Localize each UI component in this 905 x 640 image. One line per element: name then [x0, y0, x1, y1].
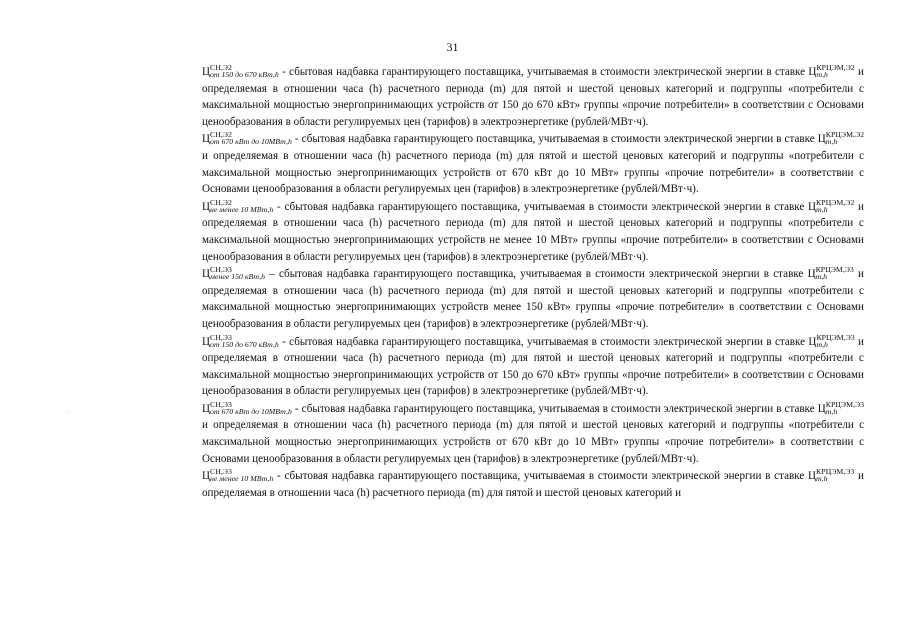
rate-symbol-indices — [826, 401, 864, 415]
rate-symbol-letter: Ц — [817, 133, 826, 146]
definition-paragraph — [202, 199, 864, 265]
rate-symbol-indices — [826, 131, 864, 145]
symbol-superscript: СН,Э3 — [210, 265, 232, 275]
definition-lead-text: - сбытовая надбавка гарантирующего поставщика, учитываемая в стоимости электрической энергии в ставке — [278, 66, 809, 78]
symbol-subscript: не менее 10 МВт,h — [210, 204, 274, 214]
symbol-indices — [210, 131, 292, 145]
rate-superscript: КРЦЭМ,Э3 — [825, 399, 864, 409]
rate-symbol-indices — [816, 199, 854, 213]
symbol-indices — [210, 199, 273, 213]
symbol-superscript: СН,Э3 — [210, 467, 232, 477]
definition-paragraph — [202, 266, 864, 332]
definition-rest-text: и определяемая в отношении часа (h) расчетного периода (m) для пятой и шестой ценовых категорий и подгруппы «потребители с максимальной мощностью энергопринимающих устройств не менее 10 МВт» группы «прочие потребители» в соответствии с Основами ценообразования в области регулируемых цен (тарифов) в электроэнергетике (рублей/МВт·ч). — [202, 200, 864, 263]
rate-subscript: m,h — [816, 204, 828, 214]
markup-symbol — [202, 401, 292, 418]
rate-symbol — [808, 199, 854, 216]
symbol-subscript: не менее 10 МВт,h — [210, 474, 274, 484]
rate-subscript: m,h — [815, 272, 828, 282]
rate-symbol — [808, 266, 854, 283]
symbol-letter: Ц — [202, 133, 211, 146]
rate-symbol-letter: Ц — [807, 268, 816, 281]
definition-rest-text: и определяемая в отношении часа (h) расчетного периода (m) для пятой и шестой ценовых категорий и подгруппы «потребители с максимальной мощностью энергопринимающих устройств от 670 кВт до 10 МВт» группы «прочие потребители» в соответствии с Основами ценообразования в области регулируемых цен (тарифов) в электроэнергетике (рублей/МВт·ч). — [202, 419, 864, 465]
rate-symbol — [818, 131, 864, 148]
definition-lead-text: - сбытовая надбавка гарантирующего поставщика, учитываемая в стоимости электрической энергии в ставке — [273, 470, 809, 483]
definition-lead-text: - сбытовая надбавка гарантирующего поставщика, учитываемая в стоимости электрической энергии в ставке — [273, 200, 809, 213]
symbol-indices — [210, 401, 292, 415]
page-number: 31 — [446, 40, 459, 54]
rate-superscript: КРЦЭМ,Э2 — [825, 130, 864, 140]
definition-paragraph — [202, 401, 864, 467]
rate-subscript: m,h — [816, 70, 828, 79]
rate-symbol-indices — [816, 334, 854, 348]
rate-symbol — [808, 334, 854, 351]
markup-symbol — [202, 468, 273, 485]
symbol-indices — [210, 468, 273, 482]
rate-symbol-letter: Ц — [808, 66, 817, 78]
rate-subscript: m,h — [825, 406, 838, 416]
symbol-superscript: СН,Э2 — [210, 130, 232, 140]
rate-symbol-letter: Ц — [817, 402, 826, 415]
definition-paragraph — [202, 468, 864, 501]
rate-superscript: КРЦЭМ,Э3 — [816, 467, 855, 477]
symbol-superscript: СН,Э2 — [210, 197, 232, 207]
rate-symbol — [808, 64, 854, 81]
definition-rest-text: и определяемая в отношении часа (h) расчетного периода (m) для пятой и шестой ценовых категорий и — [202, 470, 864, 499]
definition-paragraph — [202, 64, 864, 130]
rate-symbol-indices — [816, 468, 854, 482]
symbol-subscript: менее 150 кВт,h — [210, 272, 266, 282]
definition-rest-text: и определяемая в отношении часа (h) расчетного периода (m) для пятой и шестой ценовых категорий и подгруппы «потребители с максимальной мощностью энергопринимающих устройств от 150 до 670 кВт» группы «прочие потребители» в соответствии с Основами ценообразования в области регулируемых цен (тарифов) в электроэнергетике (рублей/МВт·ч). — [202, 66, 864, 128]
definition-rest-text: и определяемая в отношении часа (h) расчетного периода (m) для пятой и шестой ценовых категорий и подгруппы «потребители с максимальной мощностью энергопринимающих устройств от 150 до 670 кВт» группы «прочие потребители» в соответствии с Основами ценообразования в области регулируемых цен (тарифов) в электроэнергетике (рублей/МВт·ч). — [202, 335, 864, 398]
rate-symbol-letter: Ц — [808, 470, 817, 483]
rate-superscript: КРЦЭМ,Э2 — [816, 197, 855, 207]
rate-symbol-indices — [816, 64, 854, 78]
definition-lead-text: - сбытовая надбавка гарантирующего поставщика, учитываемая в стоимости электрической энергии в ставке — [291, 402, 818, 415]
rate-subscript: m,h — [825, 137, 838, 147]
rate-subscript: m,h — [816, 474, 828, 484]
rate-symbol — [818, 401, 864, 418]
definition-paragraph — [202, 131, 864, 197]
rate-subscript: m,h — [816, 339, 828, 349]
symbol-letter: Ц — [202, 335, 211, 348]
symbol-subscript: от 670 кВт до 10МВт,h — [210, 137, 292, 147]
rate-symbol-letter: Ц — [808, 335, 817, 348]
definition-lead-text: - сбытовая надбавка гарантирующего поставщика, учитываемая в стоимости электрической энергии в ставке — [278, 335, 809, 348]
symbol-indices — [210, 334, 279, 348]
symbol-superscript: СН,Э3 — [210, 332, 232, 342]
markup-symbol — [202, 131, 292, 148]
symbol-subscript: от 150 до 670 кВт,h — [210, 70, 279, 79]
markup-symbol — [202, 199, 273, 216]
rate-superscript: КРЦЭМ,Э3 — [815, 265, 854, 275]
rate-symbol-letter: Ц — [808, 200, 817, 213]
definition-paragraph — [202, 334, 864, 400]
rate-symbol-indices — [816, 266, 854, 280]
markup-symbol — [202, 266, 265, 283]
rate-superscript: КРЦЭМ,Э2 — [816, 63, 855, 72]
rate-symbol — [808, 468, 854, 485]
definition-rest-text: и определяемая в отношении часа (h) расчетного периода (m) для пятой и шестой ценовых категорий и подгруппы «потребители с максимальной мощностью энергопринимающих устройств менее 150 кВт» группы «прочие потребители» в соответствии с Основами ценообразования в области регулируемых цен (тарифов) в электроэнергетике (рублей/МВт·ч). — [202, 268, 864, 330]
symbol-subscript: от 150 до 670 кВт,h — [210, 339, 279, 349]
symbol-letter: Ц — [202, 268, 211, 281]
symbol-subscript: от 670 кВт до 10МВт,h — [210, 406, 292, 416]
definition-lead-text: - сбытовая надбавка гарантирующего поставщика, учитываемая в стоимости электрической энергии в ставке — [291, 133, 818, 146]
definition-rest-text: и определяемая в отношении часа (h) расчетного периода (m) для пятой и шестой ценовых категорий и подгруппы «потребители с максимальной мощностью энергопринимающих устройств от 670 кВт до 10 МВт» группы «прочие потребители» в соответствии с Основами ценообразования в области регулируемых цен (тарифов) в электроэнергетике (рублей/МВт·ч). — [202, 149, 864, 196]
markup-symbol — [202, 64, 279, 81]
margin-mark: · — [66, 410, 68, 416]
document-body — [202, 64, 864, 502]
symbol-indices — [210, 266, 265, 280]
symbol-letter: Ц — [202, 470, 211, 483]
rate-superscript: КРЦЭМ,Э3 — [816, 332, 855, 342]
symbol-letter: Ц — [202, 66, 211, 78]
symbol-superscript: СН,Э2 — [210, 63, 232, 72]
markup-symbol — [202, 334, 279, 351]
symbol-indices — [210, 64, 279, 78]
symbol-superscript: СН,Э3 — [210, 399, 232, 409]
definition-lead-text: – сбытовая надбавка гарантирующего поставщика, учитываемая в стоимости электрической энергии в ставке — [265, 268, 808, 281]
symbol-letter: Ц — [202, 402, 211, 415]
symbol-letter: Ц — [202, 200, 211, 213]
